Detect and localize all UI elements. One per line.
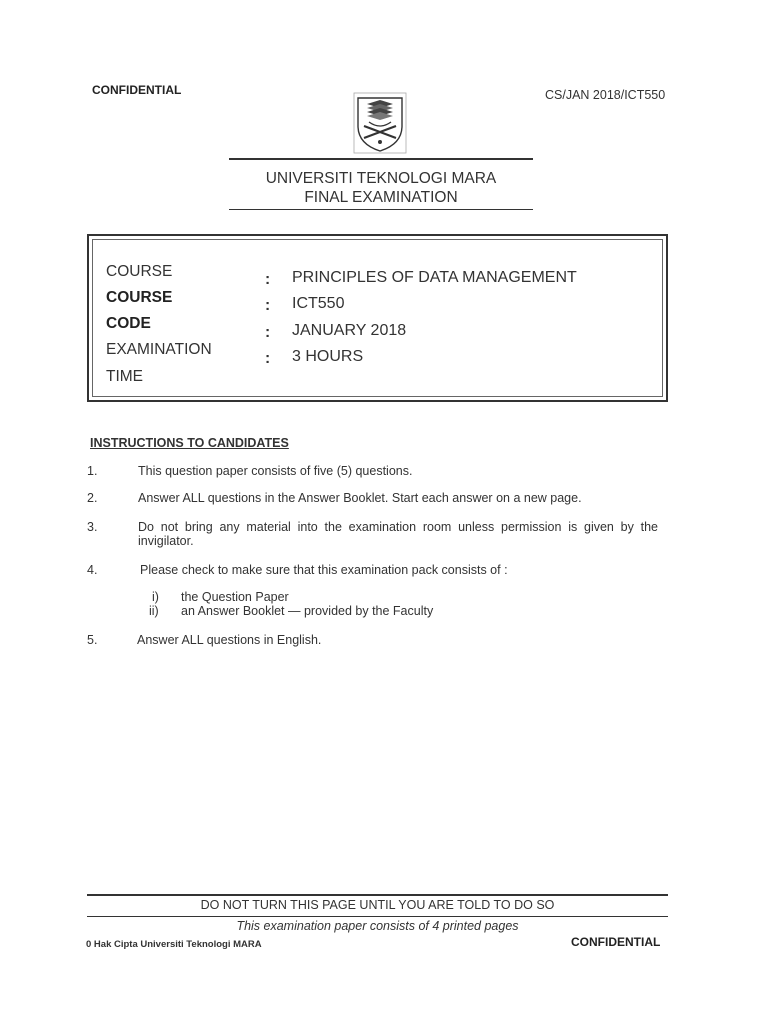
course-info-box <box>87 234 668 402</box>
label-course-bold: COURSE <box>106 289 173 306</box>
instruction-number: 5. <box>87 633 98 647</box>
value-examination: JANUARY 2018 <box>292 322 407 339</box>
sub-item-text: an Answer Booklet — provided by the Faculty <box>181 604 434 618</box>
uitm-crest-icon <box>353 92 407 154</box>
instruction-text: Please check to make sure that this examination pack consists of : <box>140 563 508 577</box>
sub-item-number: ii) <box>149 604 159 618</box>
header-confidential: CONFIDENTIAL <box>92 83 182 97</box>
university-title-block <box>229 169 533 207</box>
sub-item-text: the Question Paper <box>181 590 289 604</box>
footer-rule-bottom <box>87 916 668 917</box>
label-time: TIME <box>106 368 144 385</box>
instruction-number: 1. <box>87 464 98 478</box>
value-course-code: ICT550 <box>292 295 345 312</box>
title-rule-top <box>229 158 533 160</box>
label-course: COURSE <box>106 263 173 280</box>
label-examination: EXAMINATION <box>106 341 212 358</box>
page-count-note: This examination paper consists of 4 printed pages <box>236 919 519 933</box>
colon-3: : <box>265 324 271 341</box>
instruction-text: Answer ALL questions in the Answer Booklet. Start each answer on a new page. <box>138 491 582 505</box>
instruction-number: 3. <box>87 520 98 534</box>
label-code: CODE <box>106 315 151 332</box>
do-not-turn-warning: DO NOT TURN THIS PAGE UNTIL YOU ARE TOLD TO DO SO <box>200 898 555 912</box>
value-course-name: PRINCIPLES OF DATA MANAGEMENT <box>292 269 577 286</box>
instruction-number: 4. <box>87 563 98 577</box>
paper-code: CS/JAN 2018/ICT550 <box>545 88 666 102</box>
exam-title: FINAL EXAMINATION <box>304 189 458 206</box>
sub-item-number: i) <box>152 590 159 604</box>
course-info-inner-border <box>92 239 663 397</box>
value-time: 3 HOURS <box>292 348 364 365</box>
instruction-text: Do not bring any material into the examination room unless permission is given by the invigilator. <box>138 520 658 548</box>
copyright-notice: 0 Hak Cipta Universiti Teknologi MARA <box>86 939 262 950</box>
instruction-text: Answer ALL questions in English. <box>137 633 322 647</box>
instruction-number: 2. <box>87 491 98 505</box>
colon-1: : <box>265 271 271 288</box>
university-name: UNIVERSITI TEKNOLOGI MARA <box>265 170 497 187</box>
title-rule-bottom <box>229 209 533 210</box>
colon-2: : <box>265 297 271 314</box>
colon-4: : <box>265 350 271 367</box>
instruction-text: This question paper consists of five (5) questions. <box>138 464 413 478</box>
footer-rule-top <box>87 894 668 896</box>
footer-confidential: CONFIDENTIAL <box>571 935 661 949</box>
instructions-heading: INSTRUCTIONS TO CANDIDATES <box>90 436 289 450</box>
